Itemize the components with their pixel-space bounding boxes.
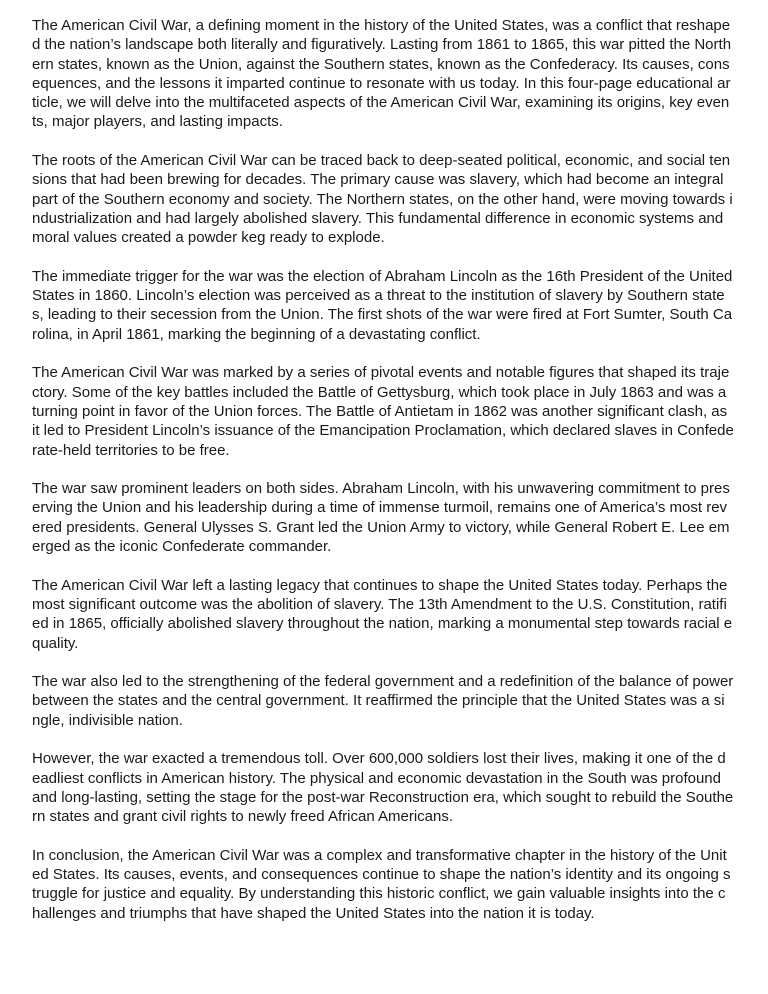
paragraph-leaders: The war saw prominent leaders on both sides. Abraham Lincoln, with his unwavering commitment to pres erving the Union and his leadership during a time of immense turmoil, remains one of America’s most rev ered presidents. General Ulysses S. Grant led the Union Army to victory, while General Robert E. Lee em erged as the iconic Confederate commander. [32,480,730,556]
paragraph-intro: The American Civil War, a defining moment in the history of the United States, was a conflict that reshape d the nation’s landscape both literally and figuratively. Lasting from 1861 to 1865, this war pitted the North ern states, known as the Union, against the Southern states, known as the Confederacy. Its causes, cons equences, and the lessons it imparted continue to resonate with us today. In this four-page educational ar ticle, we will delve into the multifaceted aspects of the American Civil War, examining its origins, key even ts, major players, and lasting impacts. [32,17,732,131]
paragraph-roots: The roots of the American Civil War can be traced back to deep-seated political, economic, and social ten sions that had been brewing for decades. The primary cause was slavery, which had become an integral part of the Southern economy and society. The Northern states, on the other hand, were moving towards i ndustrialization and had largely abolished slavery. This fundamental difference in economic systems and moral values created a powder keg ready to explode. [32,152,733,247]
paragraph-conclusion: In conclusion, the American Civil War was a complex and transformative chapter in the history of the Unit ed States. Its causes, events, and consequences continue to shape the nation’s identity and its ongoing s truggle for justice and equality. By understanding this historic conflict, we gain valuable insights into the c hallenges and triumphs that have shaped the United States into the nation it is today. [32,846,731,922]
paragraph-legacy: The American Civil War left a lasting legacy that continues to shape the United States today. Perhaps the most significant outcome was the abolition of slavery. The 13th Amendment to the U.S. Constitution, ratifi ed in 1865, officially abolished slavery throughout the nation, marking a monumental step towards racial e quality. [32,576,733,652]
paragraph-trigger: The immediate trigger for the war was the election of Abraham Lincoln as the 16th President of the United States in 1860. Lincoln’s election was perceived as a threat to the institution of slavery by Southern state s, leading to their secession from the Union. The first shots of the war were fired at Fort Sumter, South Ca rolina, in April 1861, marking the beginning of a devastating conflict. [32,267,733,343]
paragraph-federal-government: The war also led to the strengthening of the federal government and a redefinition of the balance of power between the states and the central government. It reaffirmed the principle that the United States was a si ngle, indivisible nation. [32,673,734,729]
paragraph-toll: However, the war exacted a tremendous toll. Over 600,000 soldiers lost their lives, making it one of the d eadliest conflicts in American history. The physical and economic devastation in the South was profound and long-lasting, setting the stage for the post-war Reconstruction era, which sought to rebuild the Southe rn states and grant civil rights to newly freed African Americans. [32,750,734,826]
paragraph-key-events: The American Civil War was marked by a series of pivotal events and notable figures that shaped its traje ctory. Some of the key battles included the Battle of Gettysburg, which took place in July 1863 and was a turning point in favor of the Union forces. The Battle of Antietam in 1862 was another significant clash, as it led to President Lincoln’s issuance of the Emancipation Proclamation, which declared slaves in Confede rate-held territories to be free. [32,364,734,459]
document-body [32,16,768,942]
